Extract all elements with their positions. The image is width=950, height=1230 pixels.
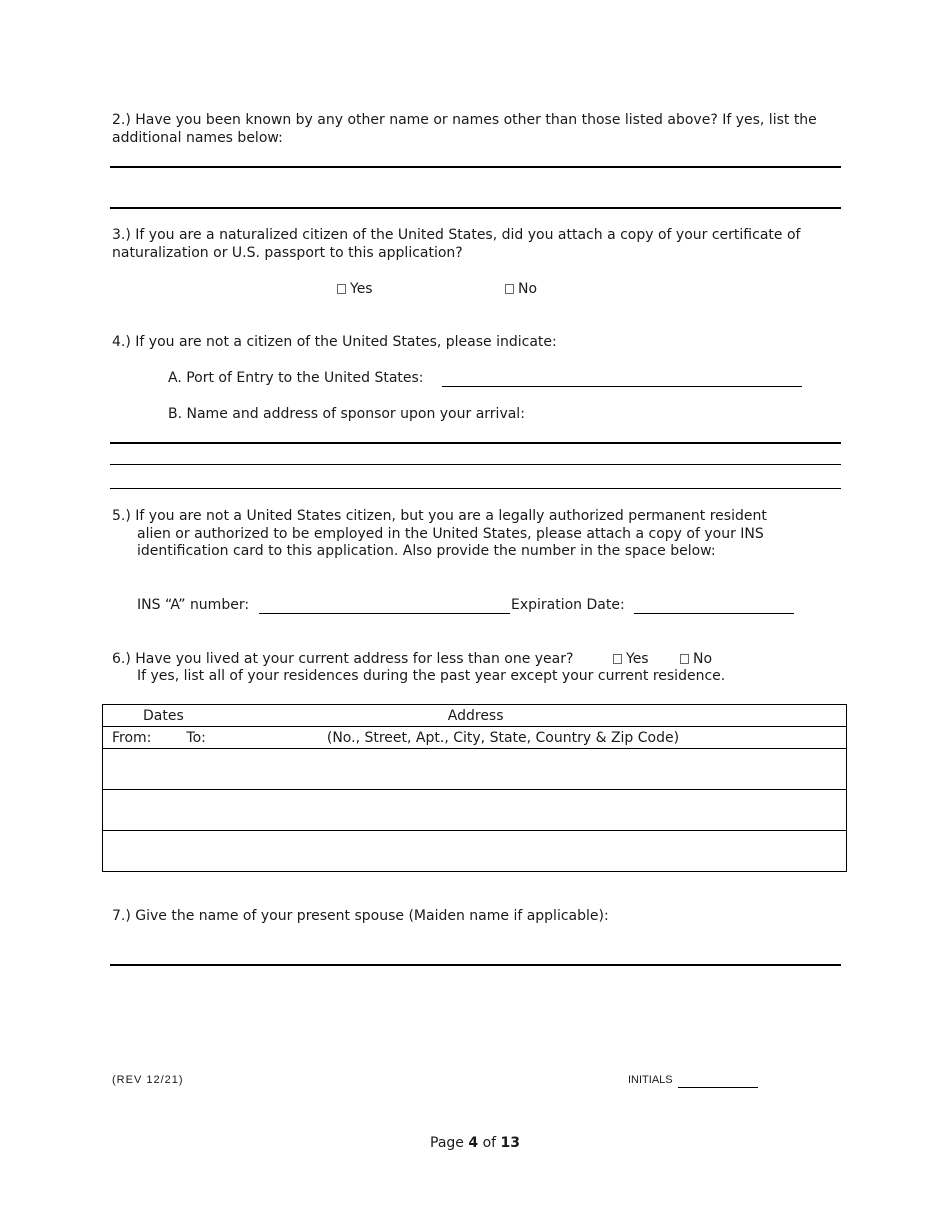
question-3-text: 3.) If you are a naturalized citizen of the United States, did you attach a copy of your certificate of naturalization or U.S. passport to this application? [112, 227, 801, 261]
other-names-line-1[interactable] [110, 166, 841, 168]
ins-number-field[interactable] [259, 613, 510, 614]
to-label: To: [186, 729, 206, 746]
table-row[interactable] [103, 831, 847, 872]
table-row[interactable] [103, 790, 847, 831]
question-2-text: 2.) Have you been known by any other name or names other than those listed above? If yes, list the additional names below: [112, 112, 817, 146]
checkbox-icon[interactable] [680, 654, 689, 664]
expiration-date-label: Expiration Date: [511, 597, 625, 613]
q4a-label: A. Port of Entry to the United States: [168, 370, 424, 386]
expiration-date-field[interactable] [634, 613, 794, 614]
page-of: of [482, 1135, 497, 1151]
residence-entry-cell[interactable] [103, 790, 847, 831]
question-5-text [112, 508, 767, 561]
checkbox-icon[interactable] [337, 284, 346, 294]
dates-header: Dates [143, 707, 184, 724]
q5-line-2: alien or authorized to be employed in the United States, please attach a copy of your INS [137, 525, 764, 542]
table-header-cell [103, 705, 847, 727]
q6-no-option[interactable] [680, 651, 712, 667]
from-label: From: [112, 729, 152, 746]
page-prefix: Page [430, 1135, 464, 1151]
q6-line-1: 6.) Have you lived at your current address for less than one year? [112, 651, 574, 667]
initials-label: INITIALS [628, 1074, 673, 1086]
ins-number-label: INS “A” number: [137, 597, 250, 613]
port-of-entry-field[interactable] [442, 386, 802, 387]
initials-field[interactable] [678, 1087, 758, 1088]
q3-yes-option[interactable] [337, 281, 373, 297]
q3-yes-label: Yes [350, 281, 373, 297]
address-header: Address [447, 707, 504, 724]
page-current: 4 [468, 1135, 479, 1151]
residences-table [102, 704, 847, 872]
q5-line-3: identification card to this application. Also provide the number in the space below: [137, 543, 716, 559]
page-total: 13 [500, 1135, 520, 1151]
other-names-line-2[interactable] [110, 207, 841, 209]
sponsor-line-1[interactable] [110, 442, 841, 444]
address-format-label: (No., Street, Apt., City, State, Country & Zip Code) [326, 729, 680, 746]
table-header-row [103, 705, 847, 727]
table-subheader-cell [103, 727, 847, 749]
question-4-text: 4.) If you are not a citizen of the United States, please indicate: [112, 334, 557, 350]
q6-no-label: No [693, 651, 713, 667]
q6-yes-option[interactable] [613, 651, 649, 667]
table-row[interactable] [103, 749, 847, 790]
question-7-text: 7.) Give the name of your present spouse (Maiden name if applicable): [112, 908, 609, 924]
table-subheader-row [103, 727, 847, 749]
sponsor-line-3[interactable] [110, 488, 841, 489]
q3-no-label: No [518, 281, 538, 297]
sponsor-line-2[interactable] [110, 464, 841, 465]
revision-label: (REV 12/21) [112, 1074, 184, 1086]
q6-yes-label: Yes [626, 651, 649, 667]
spouse-name-line[interactable] [110, 964, 841, 966]
checkbox-icon[interactable] [613, 654, 622, 664]
residence-entry-cell[interactable] [103, 749, 847, 790]
checkbox-icon[interactable] [505, 284, 514, 294]
page-number [0, 1135, 950, 1151]
residence-entry-cell[interactable] [103, 831, 847, 872]
q6-line-2: If yes, list all of your residences during the past year except your current residence. [137, 668, 726, 684]
q4b-label: B. Name and address of sponsor upon your arrival: [168, 406, 525, 422]
q3-no-option[interactable] [505, 281, 537, 297]
q5-line-1: 5.) If you are not a United States citizen, but you are a legally authorized permanent resident [112, 508, 767, 524]
